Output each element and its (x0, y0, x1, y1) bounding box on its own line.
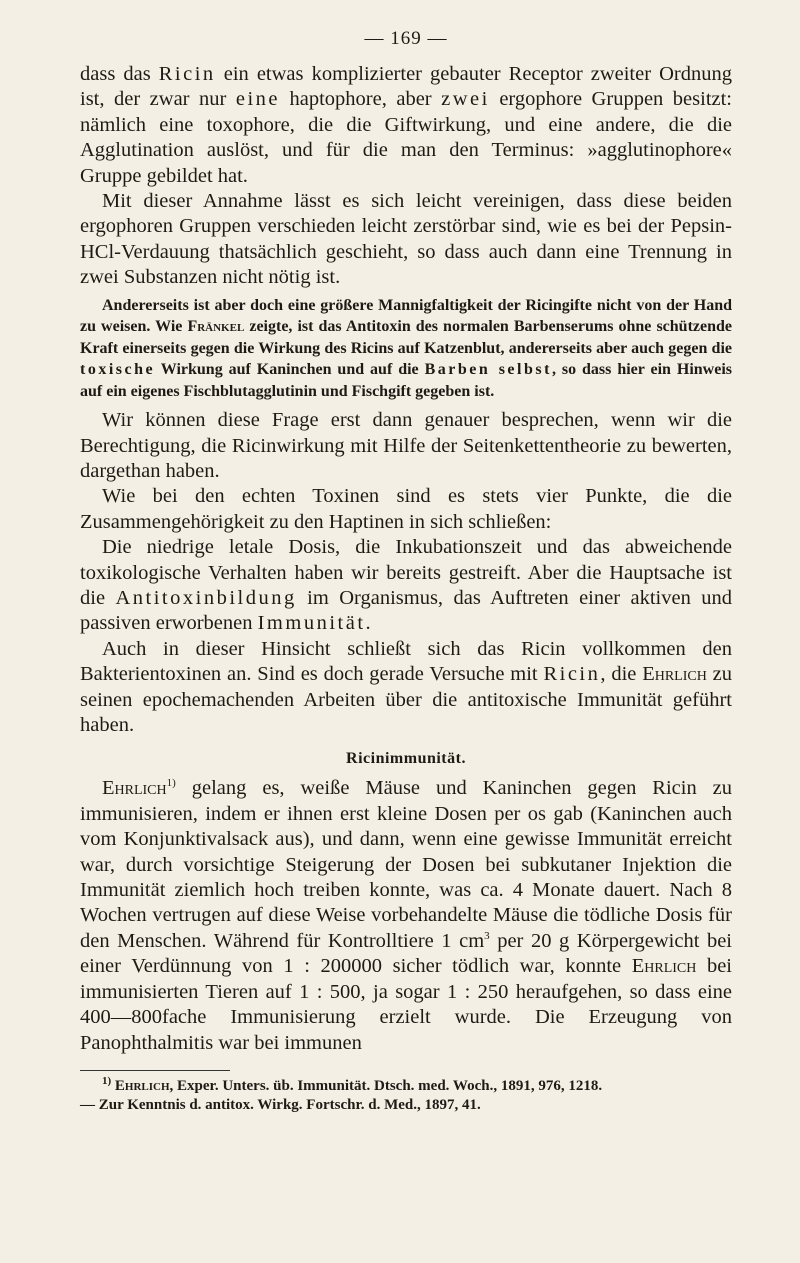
footnote-divider (80, 1070, 230, 1071)
text: zu seinen epochemachenden Arbeiten über die antitoxische Immunität geführt haben. (80, 663, 732, 737)
paragraph-dosis (80, 535, 732, 637)
text: bei immunisierten Tieren auf 1 : 500, ja sogar 1 : 250 heraufgehen, so dass eine 400—800fache Immunisierung erzielt wurde. Die Erzeugung von Panophthalmitis war bei immunen (80, 955, 733, 1054)
paragraph-annahme: Mit dieser Annahme lässt es sich leicht vereinigen, dass diese beiden ergophoren Gruppen verschieden leicht zerstörbar sind, wie es bei der Pepsin-HCl-Verdauung thatsächlich geschieht, so dass auch dann eine Trennung in zwei Substanzen nicht nötig ist. (80, 190, 732, 289)
text: gelang es, weiße Mäuse und Kaninchen gegen Ricin zu immunisieren, indem er ihnen erst kleine Dosen per os gab (Kaninchen auch vom Konjunktivalsack aus), und dann, wenn eine gewisse Immunität erreicht war, durch vorsichtige Steigerung der Dosen bei subkutaner Injektion die Immunität ziemlich hoch treiben konnte, was ca. 4 Monate dauert. Nach 8 Wochen vertrugen auf diese Weise vorbehandelte Mäuse die tödliche Dosis für den Menschen. Während für Kontrolltiere 1 cm (80, 777, 732, 952)
emphasis-eine: eine (235, 88, 280, 111)
text: dass das (80, 63, 159, 85)
emphasis-ricin: Ricin (158, 63, 216, 85)
text: haptophore, aber (280, 88, 442, 111)
text: zeigte, ist das Antitoxin des normalen Barbenserums ohne schützende Kraft einerseits gegen die Wirkung des Ricins auf Katzenblut, andererseits aber auch gegen die (80, 318, 732, 357)
text: , die (600, 663, 643, 686)
text: , so dass hier ein Hinweis auf ein eigenes Fischblutagglutinin und Fischgift gegeben ist. (80, 361, 732, 400)
text: Die niedrige letale Dosis, die Inkubationszeit und das abweichende toxikologische Verhalten haben wir bereits gestreift. Aber die Hauptsache ist die (80, 536, 732, 609)
superscript-cube: 3 (484, 930, 490, 943)
text: ein etwas komplizierter gebauter Receptor zweiter Ordnung ist, der zwar nur (80, 63, 732, 111)
emphasis-toxische: toxische (80, 361, 156, 379)
text: per 20 g Körpergewicht bei einer Verdünnung von 1 : 200000 sicher tödlich war, konnte (80, 929, 732, 978)
author-ehrlich: Ehrlich (102, 777, 167, 800)
paragraph-receptor (80, 62, 732, 189)
author-ehrlich: Ehrlich (642, 663, 707, 686)
text: ergophore Gruppen besitzt: nämlich eine toxophore, die die Giftwirkung, und eine andere, die die Agglutination auslöst, und für die man den Terminus: »agglutinophore« Gruppe gebildet hat. (80, 88, 733, 187)
footnote-2: — Zur Kenntnis d. antitox. Wirkg. Fortschr. d. Med., 1897, 41. (80, 1096, 481, 1113)
emphasis-barben: Barben selbst (424, 361, 552, 379)
paragraph-small-print (80, 295, 732, 403)
paragraph-bakterientoxine (80, 637, 732, 739)
footnote-ref[interactable]: 1) (166, 777, 176, 790)
footnote-marker: 1) (102, 1074, 112, 1087)
paragraph-ehrlich (80, 776, 732, 1055)
text: Wirkung auf Kaninchen und auf die (155, 361, 425, 379)
text: Auch in dieser Hinsicht schließt sich das Ricin vollkommen den Bakterientoxinen an. Sind es doch gerade Versuche mit (80, 637, 732, 686)
author-ehrlich: Ehrlich (631, 955, 697, 978)
emphasis-zwei: zwei (441, 88, 490, 111)
author-fraenkel: Fränkel (187, 318, 245, 336)
text: Andererseits ist aber doch eine größere Mannigfaltigkeit der Ricingifte nicht von der Hand zu weisen. Wie (80, 296, 732, 336)
emphasis-ricin: Ricin (543, 663, 601, 686)
paragraph-toxine: Wie bei den echten Toxinen sind es stets vier Punkte, die die Zusammengehörigkeit zu den Haptinen in sich schließen: (80, 485, 732, 533)
book-page (80, 28, 732, 1243)
emphasis-immunitaet: Immunität (257, 612, 366, 635)
text: im Organismus, das Auftreten einer aktiven und passiven erworbenen (80, 587, 732, 635)
footnote-1 (80, 1074, 732, 1096)
paragraph-frage: Wir können diese Frage erst dann genauer besprechen, wenn wir die Berechtigung, die Ricinwirkung mit Hilfe der Seitenkettentheorie zu bewerten, dargethan haben. (80, 409, 732, 482)
citation-text: , Exper. Unters. üb. Immunität. Dtsch. med. Woch., 1891, 976, 1218. (169, 1077, 603, 1094)
section-heading: Ricinimmunität. (346, 750, 466, 768)
text: . (365, 612, 371, 635)
page-number: — 169 — (364, 28, 448, 49)
author-ehrlich: Ehrlich (114, 1077, 170, 1094)
emphasis-antitoxinbildung: Antitoxinbildung (115, 587, 297, 609)
